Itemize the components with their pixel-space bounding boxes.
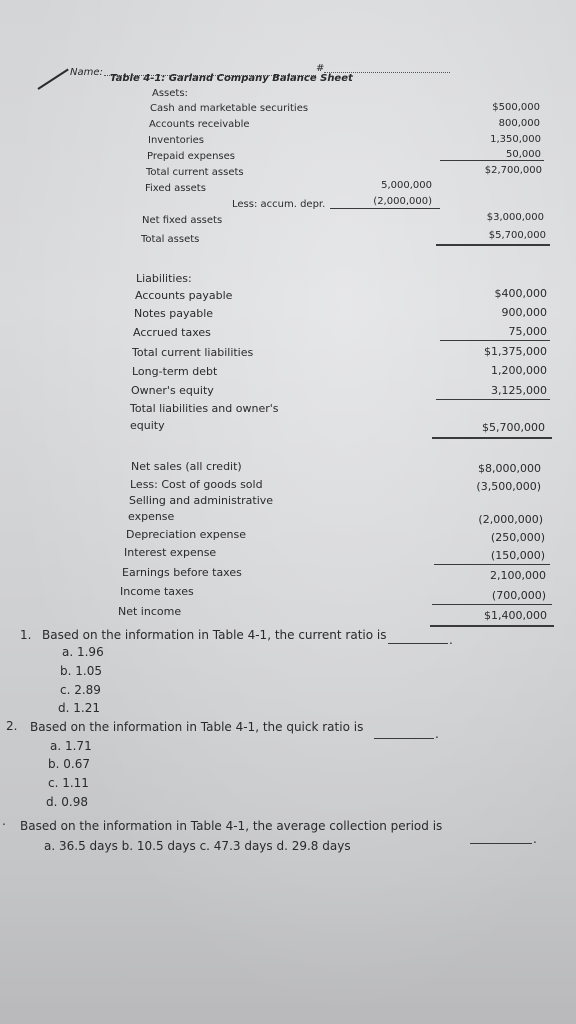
q3-options[interactable]: a. 36.5 days b. 10.5 days c. 47.3 days d. 29.8 days <box>44 839 351 853</box>
tloe-label-2: equity <box>130 419 165 432</box>
at-label: Accrued taxes <box>133 326 211 339</box>
ar-value: 800,000 <box>498 118 540 129</box>
sales-value: $8,000,000 <box>478 462 541 475</box>
ap-label: Accounts payable <box>135 289 233 302</box>
q2-answer-blank[interactable] <box>374 738 434 739</box>
at-value: 75,000 <box>508 325 547 338</box>
q1-end: . <box>449 633 453 647</box>
tca-value: $2,700,000 <box>484 165 542 176</box>
oe-value: 3,125,000 <box>491 384 547 397</box>
tcl-label: Total current liabilities <box>132 346 254 359</box>
tloe-double-underline <box>432 437 552 439</box>
tax-label: Income taxes <box>120 585 194 598</box>
ltd-label: Long-term debt <box>132 365 218 378</box>
assets-heading: Assets: <box>152 88 188 99</box>
prepaid-underline <box>440 160 544 161</box>
ebt-value: 2,100,000 <box>490 569 546 582</box>
cash-label: Cash and marketable securities <box>150 103 309 114</box>
np-label: Notes payable <box>134 307 214 320</box>
ni-value: $1,400,000 <box>484 609 547 622</box>
q1-number: 1. <box>20 628 32 642</box>
cogs-label: Less: Cost of goods sold <box>130 478 263 491</box>
q1-option-d[interactable]: d. 1.21 <box>58 701 100 715</box>
hash-label: # <box>316 63 325 74</box>
cash-value: $500,000 <box>492 102 540 113</box>
ar-label: Accounts receivable <box>149 119 250 130</box>
fixed-label: Fixed assets <box>145 183 206 194</box>
q2-option-d[interactable]: d. 0.98 <box>46 795 88 809</box>
nfa-label: Net fixed assets <box>142 215 223 226</box>
ta-value: $5,700,000 <box>488 230 546 241</box>
q1-option-b[interactable]: b. 1.05 <box>60 664 102 678</box>
tca-label: Total current assets <box>146 167 244 178</box>
ltd-value: 1,200,000 <box>491 364 547 377</box>
q1-answer-blank[interactable] <box>388 643 448 644</box>
q1-option-c[interactable]: c. 2.89 <box>60 683 101 697</box>
q2-option-a[interactable]: a. 1.71 <box>50 739 92 753</box>
prepaid-value: 50,000 <box>506 149 541 160</box>
q3-number: . <box>2 814 6 828</box>
q3-end: . <box>533 832 537 846</box>
ebt-label: Earnings before taxes <box>122 566 242 579</box>
sales-label: Net sales (all credit) <box>131 460 242 473</box>
np-value: 900,000 <box>501 306 547 319</box>
nfa-value: $3,000,000 <box>486 212 544 223</box>
tloe-label-1: Total liabilities and owner's <box>130 402 279 415</box>
q3-answer-blank[interactable] <box>470 843 532 844</box>
q1-text: Based on the information in Table 4-1, the current ratio is <box>42 628 387 642</box>
cogs-value: (3,500,000) <box>476 480 541 493</box>
int-underline <box>434 564 550 565</box>
tloe-value: $5,700,000 <box>482 421 545 434</box>
q2-option-c[interactable]: c. 1.11 <box>48 776 89 790</box>
depr-value: (2,000,000) <box>373 196 432 207</box>
tax-value: (700,000) <box>491 589 546 602</box>
inv-label: Inventories <box>148 135 204 146</box>
q1-option-a[interactable]: a. 1.96 <box>62 645 104 659</box>
ni-double-underline <box>430 625 554 627</box>
sga-label-1: Selling and administrative <box>129 494 274 507</box>
inv-value: 1,350,000 <box>490 134 541 145</box>
sga-label-2: expense <box>128 510 175 523</box>
q3-text: Based on the information in Table 4-1, the average collection period is <box>20 819 443 833</box>
sga-value: (2,000,000) <box>478 513 543 526</box>
oe-label: Owner's equity <box>131 384 214 397</box>
q2-text: Based on the information in Table 4-1, the quick ratio is <box>30 720 364 734</box>
q2-number: 2. <box>6 719 18 733</box>
table-title: Table 4-1: Garland Company Balance Sheet <box>110 73 353 84</box>
tax-underline <box>432 604 552 605</box>
depr-underline <box>330 208 440 209</box>
int-label: Interest expense <box>124 546 217 559</box>
ap-value: $400,000 <box>494 287 547 300</box>
pen-mark <box>37 69 68 90</box>
prepaid-label: Prepaid expenses <box>147 151 235 162</box>
tcl-value: $1,375,000 <box>484 345 547 358</box>
ni-label: Net income <box>118 605 182 618</box>
ta-label: Total assets <box>141 234 200 245</box>
ta-double-underline <box>436 244 550 246</box>
dep-value: (250,000) <box>490 531 545 544</box>
fixed-value: 5,000,000 <box>381 180 432 191</box>
name-label: Name: <box>70 67 103 78</box>
q2-option-b[interactable]: b. 0.67 <box>48 757 90 771</box>
q2-end: . <box>435 727 439 741</box>
liabilities-heading: Liabilities: <box>136 272 192 285</box>
oe-underline <box>436 399 550 400</box>
depr-label: Less: accum. depr. <box>232 199 326 210</box>
at-underline <box>440 340 550 341</box>
int-value: (150,000) <box>490 549 545 562</box>
dep-label: Depreciation expense <box>126 528 246 541</box>
